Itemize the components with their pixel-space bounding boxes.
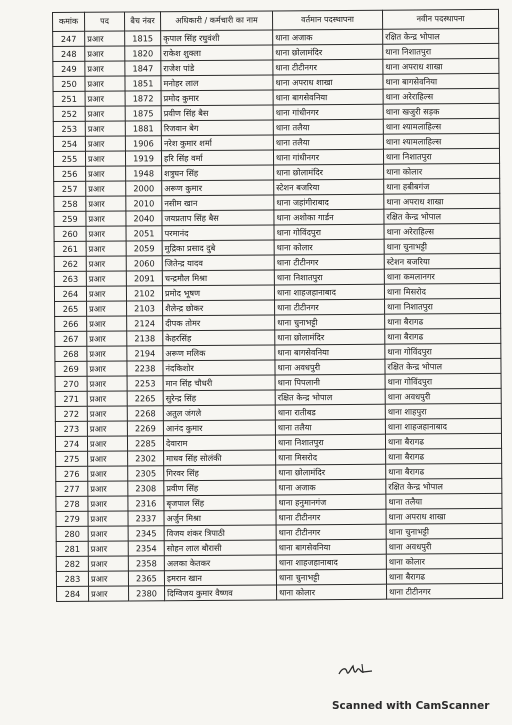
cell-post: प्रआर	[86, 166, 126, 181]
cell-current-posting: स्टेशन बजरिया	[274, 179, 384, 195]
cell-post: प्रआर	[87, 406, 127, 421]
cell-current-posting: थाना हनुमानगंज	[276, 494, 386, 510]
cell-post: प्रआर	[86, 226, 126, 241]
cell-officer-name: राकेश शुक्ला	[161, 45, 273, 61]
cell-post: प्रआर	[85, 121, 125, 136]
cell-post: प्रआर	[88, 496, 128, 511]
cell-serial-number: 251	[53, 91, 85, 106]
cell-post: प्रआर	[85, 61, 125, 76]
cell-serial-number: 268	[55, 346, 87, 361]
cell-post: प्रआर	[85, 136, 125, 151]
cell-badge-number: 2051	[126, 226, 162, 241]
cell-current-posting: थाना शाहजहानाबाद	[274, 284, 384, 300]
cell-badge-number: 2345	[128, 526, 164, 541]
cell-badge-number: 2102	[126, 286, 162, 301]
cell-officer-name: चन्द्रमौल मिश्रा	[162, 270, 274, 286]
cell-badge-number: 2238	[127, 361, 163, 376]
cell-badge-number: 2010	[126, 196, 162, 211]
cell-serial-number: 273	[55, 421, 87, 436]
cell-current-posting: थाना पिपलानी	[275, 374, 385, 390]
cell-officer-name: अतुल जंगले	[163, 405, 275, 421]
scanner-watermark: Scanned with CamScanner	[332, 700, 490, 712]
cell-badge-number: 1851	[125, 76, 161, 91]
cell-serial-number: 275	[56, 451, 88, 466]
table-body	[53, 28, 503, 601]
cell-serial-number: 283	[56, 571, 88, 586]
cell-badge-number: 2285	[127, 436, 163, 451]
cell-serial-number: 269	[55, 361, 87, 376]
cell-officer-name: जितेन्द्र यादव	[162, 255, 274, 271]
cell-new-posting: थाना अपराध शाखा	[383, 58, 499, 74]
cell-officer-name: केहरसिंह	[163, 330, 275, 346]
cell-badge-number: 1875	[125, 106, 161, 121]
cell-serial-number: 277	[56, 481, 88, 496]
cell-badge-number: 2124	[127, 316, 163, 331]
cell-current-posting: थाना तलैया	[275, 419, 385, 435]
cell-badge-number: 1919	[125, 151, 161, 166]
cell-current-posting: थाना अजाक	[276, 479, 386, 495]
cell-post: प्रआर	[87, 436, 127, 451]
cell-badge-number: 2269	[127, 421, 163, 436]
cell-post: प्रआर	[88, 526, 128, 541]
cell-serial-number: 247	[53, 31, 85, 46]
cell-new-posting: थाना अरेराहिल्स	[383, 88, 499, 104]
cell-serial-number: 276	[56, 466, 88, 481]
cell-new-posting: थाना निशातपुरा	[385, 298, 501, 314]
cell-officer-name: अरूण मलिक	[163, 345, 275, 361]
cell-serial-number: 255	[53, 151, 85, 166]
cell-post: प्रआर	[88, 466, 128, 481]
cell-post: प्रआर	[87, 346, 127, 361]
cell-new-posting: थाना टीटीनगर	[387, 583, 503, 599]
cell-current-posting: थाना बागसेवनिया	[273, 89, 383, 105]
cell-officer-name: दिग्विजय कुमार वैष्णव	[165, 585, 277, 601]
cell-post: प्रआर	[88, 571, 128, 586]
cell-new-posting: थाना बैरागढ	[385, 328, 501, 344]
cell-officer-name: प्रमोद भूषण	[162, 285, 274, 301]
cell-current-posting: थाना मिसरोद	[276, 449, 386, 465]
cell-new-posting: थाना बैरागढ	[386, 568, 502, 584]
cell-badge-number: 2365	[128, 571, 164, 586]
cell-officer-name: आनंद कुमार	[163, 420, 275, 436]
cell-badge-number: 2265	[127, 391, 163, 406]
cell-badge-number: 2308	[128, 481, 164, 496]
cell-officer-name: मनोहर लाल	[161, 75, 273, 91]
cell-officer-name: नसीम खान	[162, 195, 274, 211]
cell-current-posting: थाना टीटीनगर	[273, 59, 383, 75]
cell-new-posting: थाना हबीबगंज	[384, 178, 500, 194]
cell-post: प्रआर	[86, 211, 126, 226]
cell-new-posting: थाना अरेराहिल्स	[384, 223, 500, 239]
cell-new-posting: थाना गोविंदपुरा	[385, 343, 501, 359]
cell-officer-name: सोहन लाल बौरासी	[164, 540, 276, 556]
cell-post: प्रआर	[87, 361, 127, 376]
cell-officer-name: सुरेन्द्र सिंह	[163, 390, 275, 406]
cell-serial-number: 278	[56, 496, 88, 511]
cell-new-posting: थाना बैरागढ	[385, 313, 501, 329]
cell-new-posting: थाना कोलार	[386, 553, 502, 569]
column-header-officer-name: अधिकारी / कर्मचारी का नाम	[161, 11, 273, 31]
cell-serial-number: 248	[53, 46, 85, 61]
cell-serial-number: 256	[54, 166, 86, 181]
cell-post: प्रआर	[87, 301, 127, 316]
cell-officer-name: नंदकिशोर	[163, 360, 275, 376]
cell-current-posting: थाना छोलामंदिर	[274, 164, 384, 180]
cell-badge-number: 2059	[126, 241, 162, 256]
cell-serial-number: 279	[56, 511, 88, 526]
cell-officer-name: शत्रुघन सिंह	[162, 165, 274, 181]
cell-new-posting: थाना कमलानगर	[384, 268, 500, 284]
cell-new-posting: स्टेशन बजरिया	[384, 253, 500, 269]
cell-officer-name: राजेश पांडे	[161, 60, 273, 76]
cell-serial-number: 249	[53, 61, 85, 76]
cell-new-posting: थाना गोविंदपुरा	[385, 373, 501, 389]
cell-new-posting: थाना खजुरी सड़क	[383, 103, 499, 119]
cell-serial-number: 282	[56, 556, 88, 571]
cell-current-posting: थाना गांधीनगर	[273, 104, 383, 120]
cell-badge-number: 1948	[126, 166, 162, 181]
cell-post: प्रआर	[87, 331, 127, 346]
cell-current-posting: थाना टीटीनगर	[276, 524, 386, 540]
cell-serial-number: 262	[54, 256, 86, 271]
cell-serial-number: 250	[53, 76, 85, 91]
cell-current-posting: थाना निशातपुरा	[274, 269, 384, 285]
cell-current-posting: थाना गोविंदपुरा	[274, 224, 384, 240]
cell-serial-number: 261	[54, 241, 86, 256]
cell-new-posting: थाना निशातपुरा	[383, 43, 499, 59]
cell-new-posting: थाना बैरागढ	[386, 448, 502, 464]
cell-new-posting: रक्षित केन्द्र भोपाल	[383, 28, 499, 44]
cell-current-posting: थाना अजाक	[273, 29, 383, 45]
cell-post: प्रआर	[85, 46, 125, 61]
cell-new-posting: थाना चुनाभट्टी	[386, 523, 502, 539]
cell-current-posting: थाना बागसेवनिया	[276, 539, 386, 555]
cell-officer-name: रिजवान बेग	[161, 120, 273, 136]
cell-post: प्रआर	[85, 91, 125, 106]
cell-officer-name: अर्जुन मिश्रा	[164, 510, 276, 526]
cell-officer-name: बृजपाल सिंह	[164, 495, 276, 511]
cell-current-posting: थाना टीटीनगर	[274, 254, 384, 270]
cell-serial-number: 272	[55, 406, 87, 421]
cell-serial-number: 274	[55, 436, 87, 451]
cell-serial-number: 264	[54, 286, 86, 301]
cell-serial-number: 263	[54, 271, 86, 286]
cell-badge-number: 2138	[127, 331, 163, 346]
cell-current-posting: थाना चुनाभट्टी	[276, 569, 386, 585]
cell-badge-number: 1820	[125, 46, 161, 61]
cell-serial-number: 260	[54, 226, 86, 241]
cell-serial-number: 281	[56, 541, 88, 556]
cell-current-posting: थाना तलैया	[273, 119, 383, 135]
cell-badge-number: 2253	[127, 376, 163, 391]
cell-new-posting: थाना मिसरोद	[384, 283, 500, 299]
cell-badge-number: 2000	[126, 181, 162, 196]
cell-serial-number: 258	[54, 196, 86, 211]
cell-officer-name: नरेश कुमार शर्मा	[161, 135, 273, 151]
cell-post: प्रआर	[88, 451, 128, 466]
cell-current-posting: थाना बागसेवनिया	[275, 344, 385, 360]
cell-serial-number: 266	[55, 316, 87, 331]
cell-post: प्रआर	[88, 481, 128, 496]
cell-current-posting: थाना अशोका गार्डन	[274, 209, 384, 225]
cell-officer-name: परमानंद	[162, 225, 274, 241]
cell-new-posting: थाना निशातपुरा	[383, 148, 499, 164]
cell-officer-name: माधव सिंह सोलंकी	[164, 450, 276, 466]
cell-post: प्रआर	[87, 376, 127, 391]
cell-post: प्रआर	[87, 316, 127, 331]
cell-serial-number: 257	[54, 181, 86, 196]
cell-post: प्रआर	[85, 31, 125, 46]
cell-serial-number: 280	[56, 526, 88, 541]
cell-officer-name: कृपाल सिंह रघुवंशी	[161, 30, 273, 46]
cell-post: प्रआर	[85, 76, 125, 91]
cell-badge-number: 2060	[126, 256, 162, 271]
cell-serial-number: 271	[55, 391, 87, 406]
cell-badge-number: 1872	[125, 91, 161, 106]
cell-badge-number: 1906	[125, 136, 161, 151]
cell-current-posting: थाना जहांगीराबाद	[274, 194, 384, 210]
cell-serial-number: 253	[53, 121, 85, 136]
cell-badge-number: 2354	[128, 541, 164, 556]
column-header-current-posting: वर्तमान पदस्थापना	[272, 10, 382, 30]
cell-badge-number: 2305	[128, 466, 164, 481]
cell-post: प्रआर	[86, 196, 126, 211]
cell-serial-number: 254	[53, 136, 85, 151]
cell-officer-name: गिरवर सिंह	[164, 465, 276, 481]
cell-serial-number: 267	[55, 331, 87, 346]
cell-officer-name: शैलेन्द्र छोकर	[163, 300, 275, 316]
cell-post: प्रआर	[88, 556, 128, 571]
cell-current-posting: थाना अवधपुरी	[275, 359, 385, 375]
cell-badge-number: 2194	[127, 346, 163, 361]
cell-post: प्रआर	[88, 541, 128, 556]
cell-officer-name: मुद्रिका प्रसाद दुबे	[162, 240, 274, 256]
cell-new-posting: थाना कोलार	[384, 163, 500, 179]
cell-post: प्रआर	[88, 511, 128, 526]
cell-new-posting: थाना बागसेवनिया	[383, 73, 499, 89]
cell-badge-number: 2380	[129, 586, 165, 601]
cell-current-posting: थाना टीटीनगर	[275, 299, 385, 315]
cell-new-posting: थाना तलैया	[386, 493, 502, 509]
cell-badge-number: 1881	[125, 121, 161, 136]
cell-post: प्रआर	[86, 241, 126, 256]
cell-current-posting: थाना कोलार	[277, 584, 387, 600]
cell-current-posting: थाना छोलामंदिर	[276, 464, 386, 480]
cell-new-posting: रक्षित केन्द्र भोपाल	[385, 358, 501, 374]
cell-serial-number: 265	[55, 301, 87, 316]
cell-post: प्रआर	[89, 586, 129, 601]
cell-officer-name: दीपक तोमर	[163, 315, 275, 331]
cell-serial-number: 270	[55, 376, 87, 391]
cell-new-posting: थाना बैरागढ	[386, 463, 502, 479]
cell-officer-name: इमरान खान	[164, 570, 276, 586]
cell-post: प्रआर	[86, 286, 126, 301]
column-header-badge-number: बैच नंबर	[125, 12, 161, 31]
cell-new-posting: थाना अपराध शाखा	[386, 508, 502, 524]
cell-current-posting: थाना गांधीनगर	[273, 149, 383, 165]
cell-serial-number: 284	[57, 586, 89, 601]
cell-badge-number: 2316	[128, 496, 164, 511]
cell-new-posting: थाना अपराध शाखा	[384, 193, 500, 209]
cell-officer-name: अरूण कुमार	[162, 180, 274, 196]
cell-new-posting: रक्षित केन्द्र भोपाल	[384, 208, 500, 224]
cell-serial-number: 252	[53, 106, 85, 121]
cell-officer-name: देवाराम	[163, 435, 275, 451]
cell-new-posting: थाना अवधपुरी	[386, 538, 502, 554]
signature	[336, 658, 376, 680]
cell-post: प्रआर	[85, 151, 125, 166]
cell-officer-name: अलका केतकर	[164, 555, 276, 571]
cell-current-posting: थाना चुनाभट्टी	[275, 314, 385, 330]
cell-post: प्रआर	[87, 421, 127, 436]
cell-badge-number: 2358	[128, 556, 164, 571]
cell-current-posting: थाना छोलामंदिर	[275, 329, 385, 345]
cell-new-posting: थाना अवधपुरी	[385, 388, 501, 404]
cell-officer-name: विजय शंकर त्रिपाठी	[164, 525, 276, 541]
cell-badge-number: 2103	[127, 301, 163, 316]
cell-badge-number: 2302	[128, 451, 164, 466]
cell-current-posting: रक्षित केन्द्र भोपाल	[275, 389, 385, 405]
cell-badge-number: 1815	[125, 31, 161, 46]
cell-post: प्रआर	[86, 271, 126, 286]
cell-new-posting: थाना बैरागढ	[385, 433, 501, 449]
cell-badge-number: 1847	[125, 61, 161, 76]
cell-new-posting: थाना शाहजहानाबाद	[385, 418, 501, 434]
cell-officer-name: जयप्रताप सिंह बैस	[162, 210, 274, 226]
cell-officer-name: मान सिंह चौधरी	[163, 375, 275, 391]
cell-new-posting: रक्षित केन्द्र भोपाल	[386, 478, 502, 494]
column-header-new-posting: नवीन पदस्थापना	[382, 9, 498, 29]
cell-officer-name: प्रवीण सिंह	[164, 480, 276, 496]
column-header-post: पद	[85, 12, 125, 31]
cell-post: प्रआर	[86, 256, 126, 271]
cell-current-posting: थाना निशातपुरा	[275, 434, 385, 450]
cell-post: प्रआर	[86, 181, 126, 196]
cell-new-posting: थाना श्यामलाहिल्स	[383, 133, 499, 149]
cell-current-posting: थाना कोलार	[274, 239, 384, 255]
cell-current-posting: थाना छोलामंदिर	[273, 44, 383, 60]
cell-current-posting: थाना अपराध शाखा	[273, 74, 383, 90]
cell-officer-name: प्रमोद कुमार	[161, 90, 273, 106]
cell-current-posting: थाना शाहजहानाबाद	[276, 554, 386, 570]
cell-new-posting: थाना श्यामलाहिल्स	[383, 118, 499, 134]
cell-badge-number: 2268	[127, 406, 163, 421]
cell-badge-number: 2040	[126, 211, 162, 226]
cell-badge-number: 2337	[128, 511, 164, 526]
cell-post: प्रआर	[85, 106, 125, 121]
cell-officer-name: प्रवीण सिंह बैस	[161, 105, 273, 121]
cell-current-posting: थाना रातीबड	[275, 404, 385, 420]
cell-serial-number: 259	[54, 211, 86, 226]
transfer-table	[52, 9, 503, 602]
cell-officer-name: हरि सिंह वर्मा	[161, 150, 273, 166]
cell-current-posting: थाना तलैया	[273, 134, 383, 150]
cell-new-posting: थाना शाहपुरा	[385, 403, 501, 419]
cell-badge-number: 2091	[126, 271, 162, 286]
column-header-serial-number: कमांक	[53, 12, 85, 31]
cell-current-posting: थाना टीटीनगर	[276, 509, 386, 525]
cell-post: प्रआर	[87, 391, 127, 406]
cell-new-posting: थाना चुनाभट्टी	[384, 238, 500, 254]
table-row	[57, 583, 503, 601]
